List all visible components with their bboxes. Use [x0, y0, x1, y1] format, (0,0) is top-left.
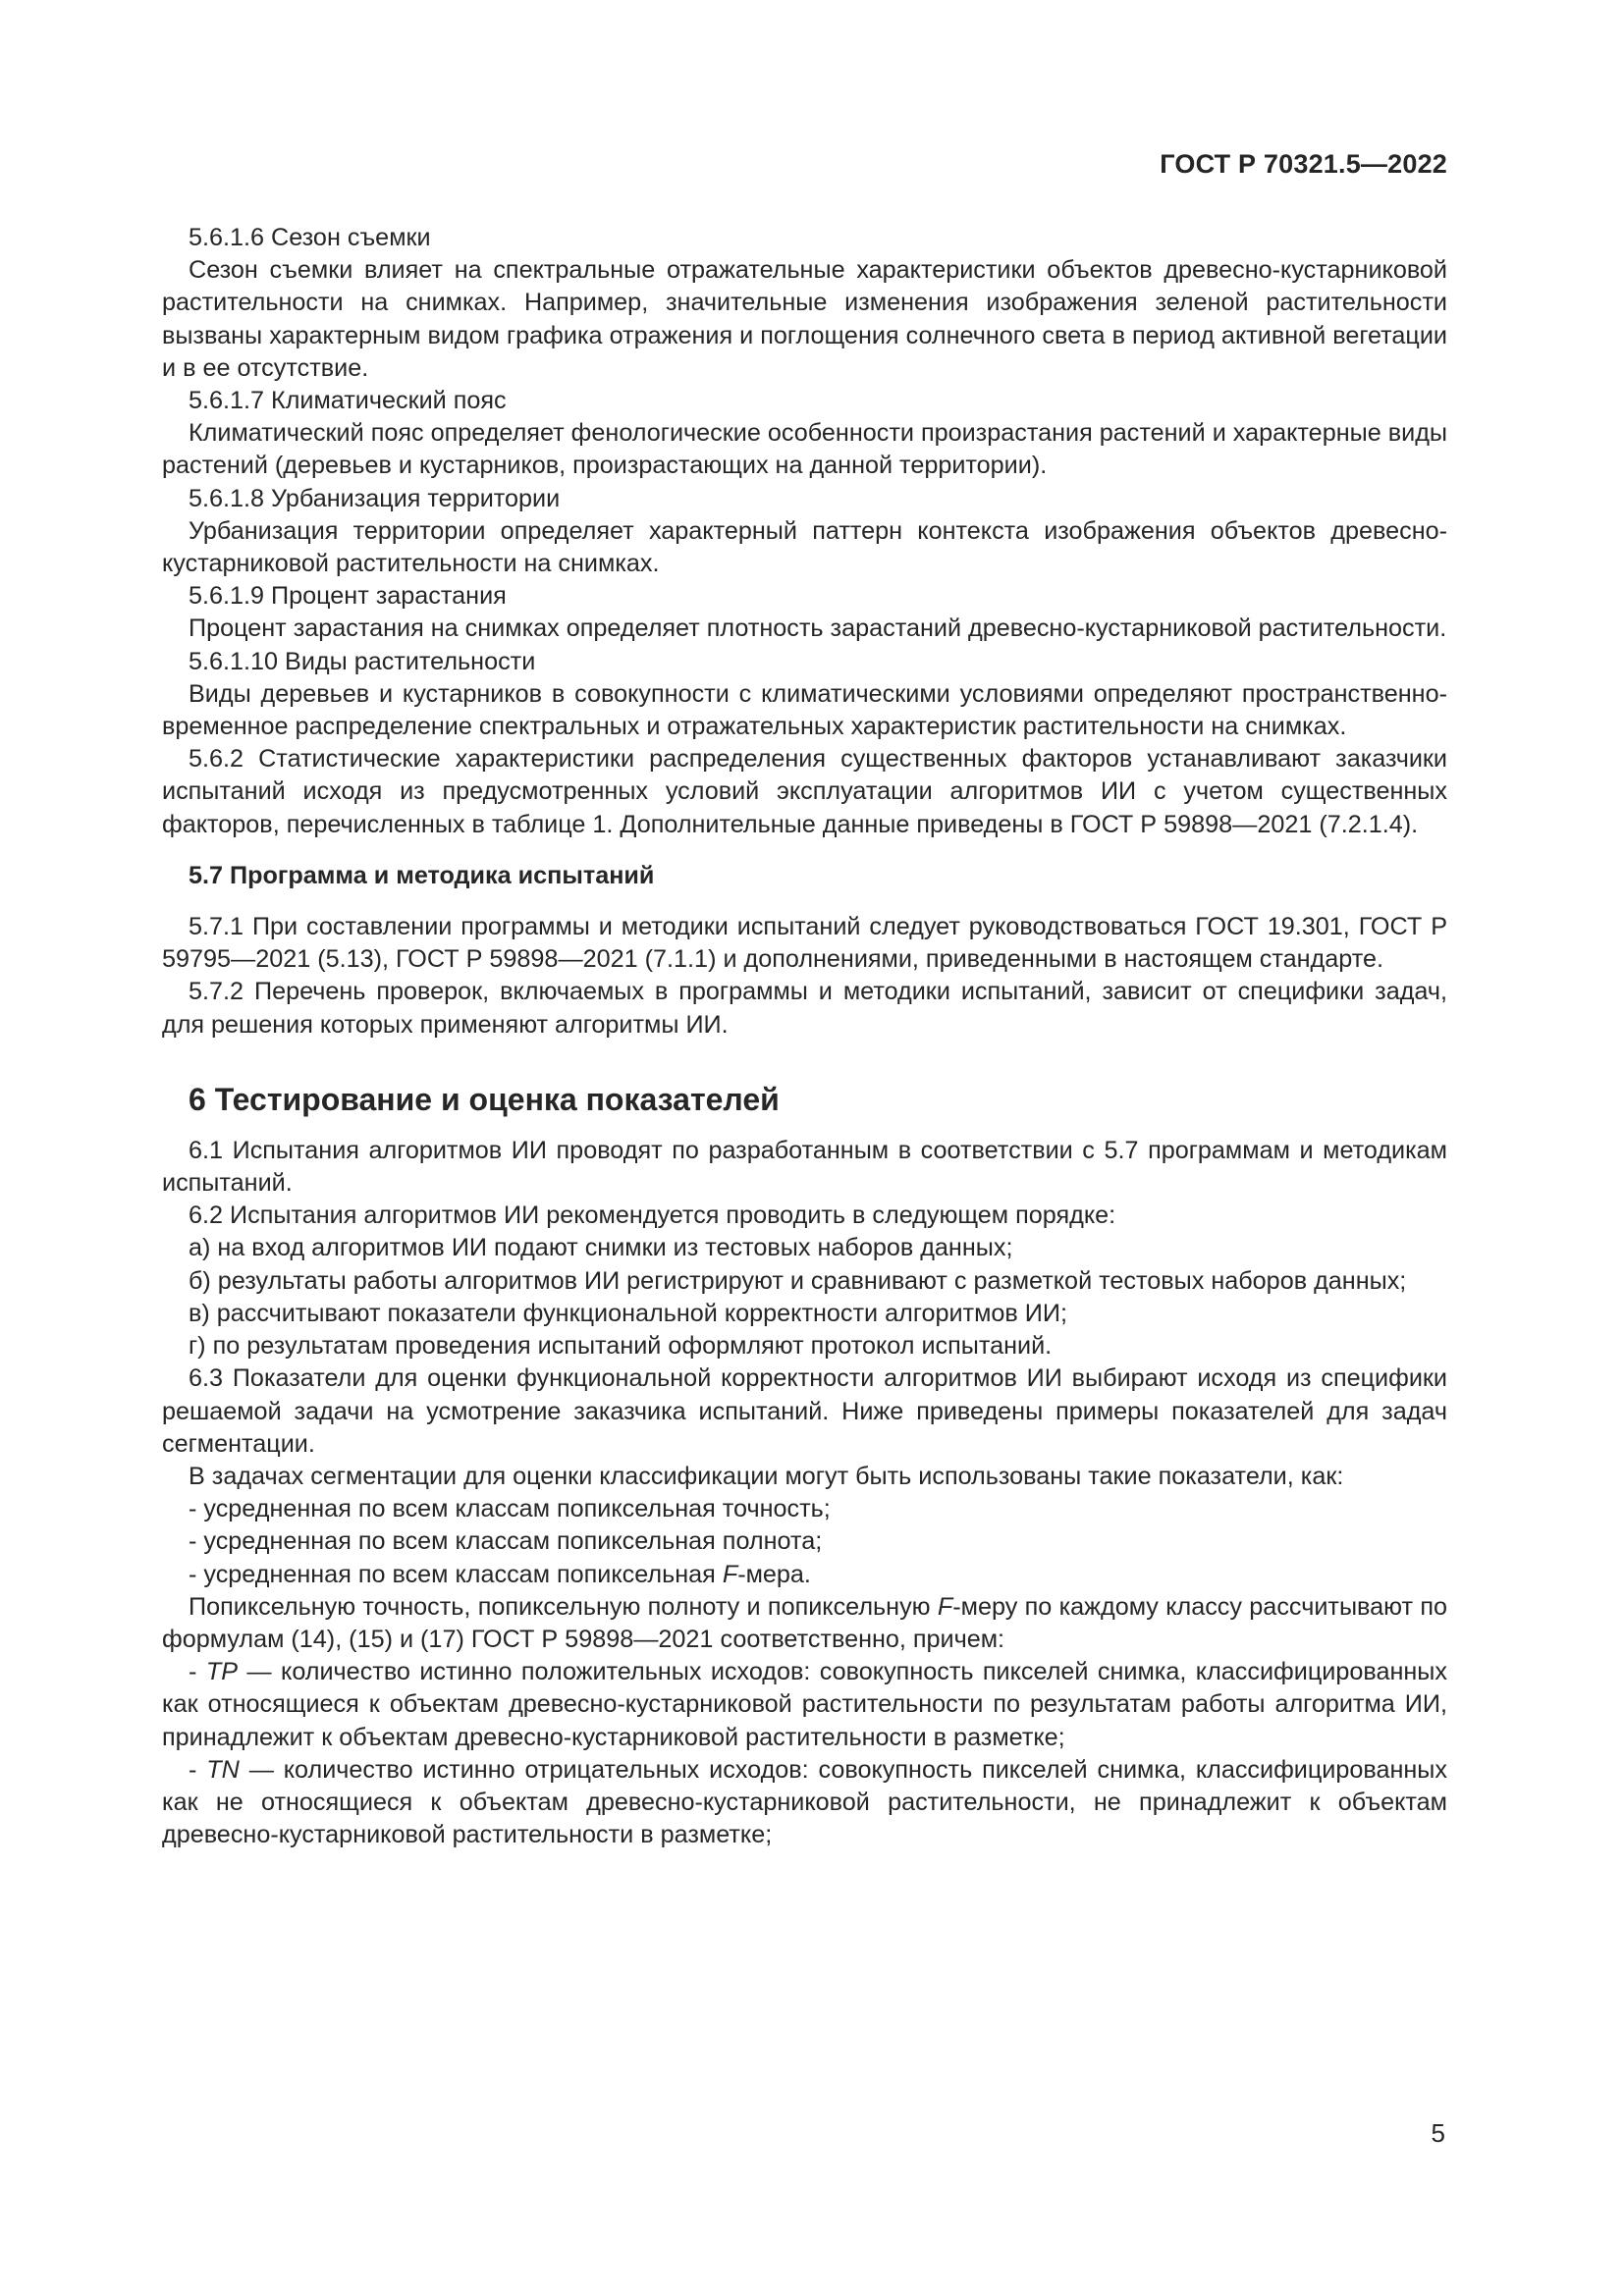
- list-item-precision: - усредненная по всем классам попиксельная точность;: [189, 1495, 831, 1523]
- definition-tp: - TP — количество истинно положительных исходов: совокупность пикселей снимка, классифицированных как относящиеся к объектам древесно-кустарниковой растительности по результатам работы алгоритма ИИ, принадлежит к объектам древесно-кустарниковой растительности в разметке;: [162, 1658, 1447, 1751]
- list-item-6-2-d: г) по результатам проведения испытаний оформляют протокол испытаний.: [189, 1332, 1053, 1361]
- list-item-f-measure: - усредненная по всем классам попиксельная F-мера.: [189, 1560, 811, 1588]
- list-item-6-2-c: в) рассчитывают показатели функциональной корректности алгоритмов ИИ;: [189, 1299, 1067, 1327]
- clause-5-6-1-10-title: 5.6.1.10 Виды растительности: [189, 647, 536, 675]
- variable-tn: TN: [206, 1755, 240, 1784]
- clause-5-6-1-8-title: 5.6.1.8 Урбанизация территории: [189, 484, 561, 512]
- clause-5-6-2: 5.6.2 Статистические характеристики распределения существенных факторов устанавливают заказчики испытаний исходя из предусмотренных условий эксплуатации алгоритмов ИИ с учетом существенных факторов, перечисленных в таблице 1. Дополнительные данные приведены в ГОСТ Р 59898—2021 (7.2.1.4).: [162, 745, 1447, 838]
- clause-5-6-1-9-text: Процент зарастания на снимках определяет плотность зарастаний древесно-кустарниковой растительности.: [189, 614, 1447, 643]
- clause-5-6-1-6-title: 5.6.1.6 Сезон съемки: [189, 224, 431, 251]
- clause-6-3-intro: В задачах сегментации для оценки классификации могут быть использованы такие показатели, как:: [189, 1462, 1344, 1490]
- clause-6-3: 6.3 Показатели для оценки функциональной корректности алгоритмов ИИ выбирают исходя из специфики решаемой задачи на усмотрение заказчика испытаний. Ниже приведены примеры показателей для задач сегментации.: [162, 1364, 1447, 1458]
- clause-5-6-1-7-text: Климатический пояс определяет фенологические особенности произрастания растений и характерные виды растений (деревьев и кустарников, произрастающих на данной территории).: [162, 419, 1447, 480]
- list-item-6-2-b: б) результаты работы алгоритмов ИИ регистрируют и сравнивают с разметкой тестовых наборов данных;: [189, 1266, 1407, 1295]
- clause-5-7-1: 5.7.1 При составлении программы и методики испытаний следует руководствоваться ГОСТ 19.301, ГОСТ Р 59795—2021 (5.13), ГОСТ Р 59898—2021 (7.1.1) и дополнениями, приведенными в настоящем стандарте.: [162, 913, 1447, 974]
- definition-tn: - TN — количество истинно отрицательных исходов: совокупность пикселей снимка, классифицированных как не относящиеся к объектам древесно-кустарниковой растительности, не принадлежит к объектам древесно-кустарниковой растительности в разметке;: [162, 1755, 1448, 1849]
- list-item-6-2-a: а) на вход алгоритмов ИИ подают снимки из тестовых наборов данных;: [189, 1234, 1013, 1262]
- subsection-5-7-heading: 5.7 Программа и методика испытаний: [189, 861, 655, 889]
- clause-5-7-2: 5.7.2 Перечень проверок, включаемых в программы и методики испытаний, зависит от специфики задач, для решения которых применяют алгоритмы ИИ.: [162, 978, 1447, 1039]
- variable-f: F: [722, 1560, 738, 1588]
- variable-f: F: [937, 1592, 953, 1621]
- clause-5-6-1-10-text: Виды деревьев и кустарников в совокупности с климатическими условиями определяют пространственно-временное распределение спектральных и отражательных характеристик растительности на снимках.: [162, 679, 1447, 741]
- page-number: 5: [1431, 2118, 1445, 2148]
- section-6-heading: 6 Тестирование и оценка показателей: [189, 1081, 780, 1117]
- clause-5-6-1-7-title: 5.6.1.7 Климатический пояс: [189, 387, 507, 415]
- document-body: [162, 222, 1447, 1851]
- clause-5-6-1-8-text: Урбанизация территории определяет характерный паттерн контекста изображения объектов древесно-кустарниковой растительности на снимках.: [162, 516, 1447, 578]
- clause-6-3-formulas: Попиксельную точность, попиксельную полноту и попиксельную F-меру по каждому классу рассчитывают по формулам (14), (15) и (17) ГОСТ Р 59898—2021 соответственно, причем:: [162, 1592, 1447, 1653]
- clause-6-2: 6.2 Испытания алгоритмов ИИ рекомендуется проводить в следующем порядке:: [189, 1201, 1116, 1230]
- clause-6-1: 6.1 Испытания алгоритмов ИИ проводят по разработанным в соответствии с 5.7 программам и методикам испытаний.: [162, 1136, 1447, 1198]
- document-code-header: ГОСТ Р 70321.5—2022: [1160, 149, 1447, 179]
- clause-5-6-1-9-title: 5.6.1.9 Процент зарастания: [189, 582, 507, 611]
- variable-tp: TP: [205, 1658, 238, 1686]
- list-item-recall: - усредненная по всем классам попиксельная полнота;: [189, 1527, 823, 1556]
- clause-5-6-1-6-text: Сезон съемки влияет на спектральные отражательные характеристики объектов древесно-кустарниковой растительности на снимках. Например, значительные изменения изображения зеленой растительности вызваны характерным видом графика отражения и поглощения солнечного света в период активной вегетации и в ее отсутствие.: [162, 256, 1447, 382]
